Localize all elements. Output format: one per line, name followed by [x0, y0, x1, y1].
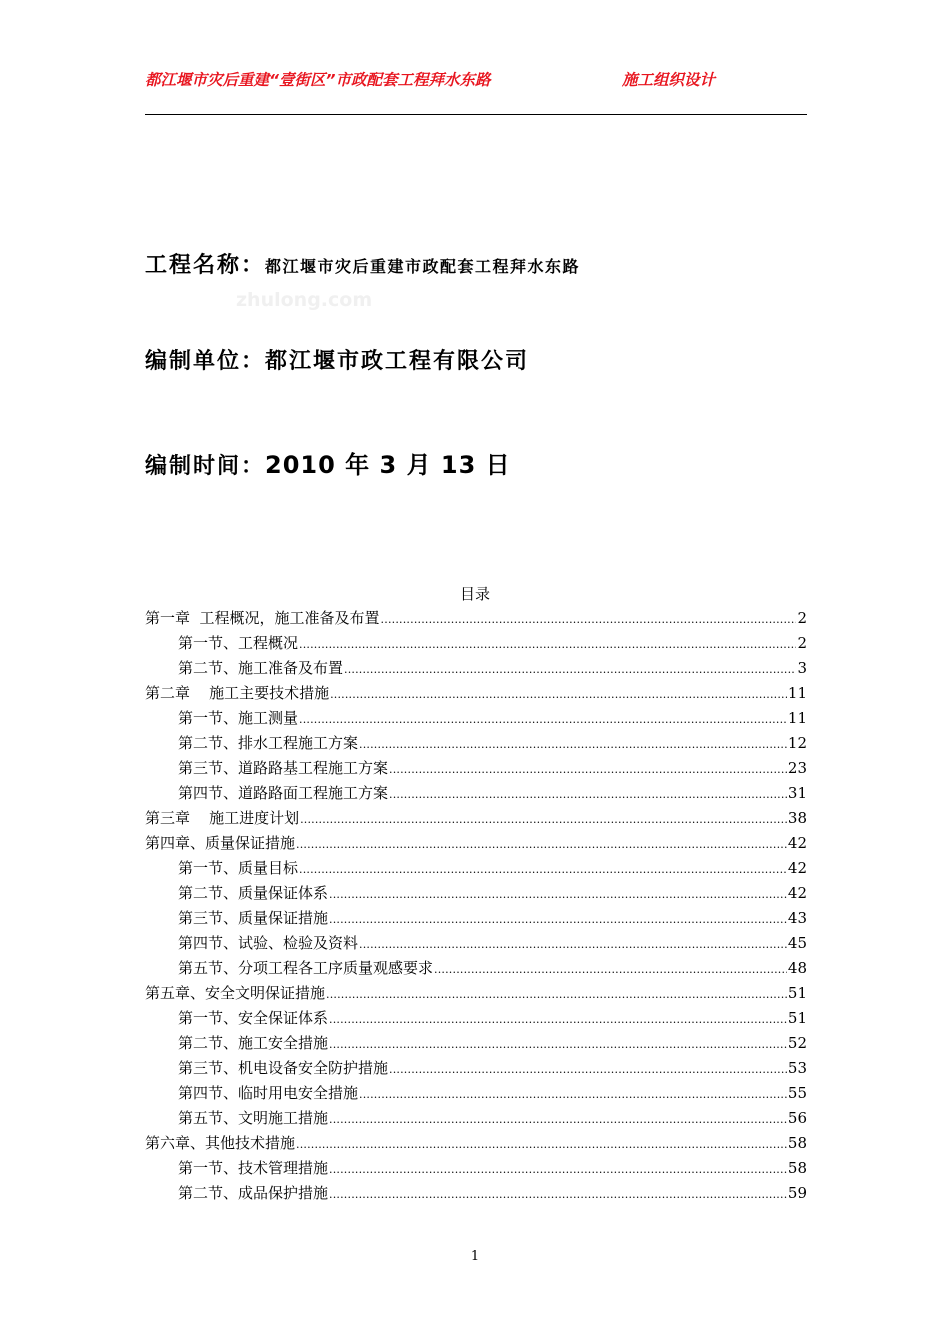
toc-entry-title: 第四节、临时用电安全措施 — [178, 1084, 359, 1102]
toc-entry-title: 第三节、机电设备安全防护措施 — [178, 1059, 389, 1077]
toc-entry-title: 第五章、安全文明保证措施 — [145, 984, 326, 1002]
compiling-date-value: 2010 年 3 月 13 日 — [265, 451, 511, 479]
toc-entry[interactable] — [145, 1031, 807, 1056]
toc-dot-leader — [330, 681, 787, 707]
toc-dot-leader — [329, 881, 787, 907]
table-of-contents — [145, 606, 807, 1206]
toc-dot-leader — [296, 831, 787, 857]
toc-dot-leader — [389, 756, 787, 782]
toc-entry[interactable] — [145, 656, 807, 681]
toc-entry[interactable] — [145, 881, 807, 906]
toc-entry-title: 第一节、工程概况 — [178, 634, 299, 652]
toc-dot-leader — [359, 731, 787, 757]
toc-entry[interactable] — [145, 1056, 807, 1081]
toc-entry-page: 55 — [787, 1084, 807, 1102]
header-divider — [145, 114, 807, 115]
compiling-unit-value: 都江堰市政工程有限公司 — [265, 349, 530, 374]
toc-entry-page: 58 — [787, 1159, 807, 1177]
toc-dot-leader — [389, 1056, 787, 1082]
toc-entry-title: 第五节、分项工程各工序质量观感要求 — [178, 959, 434, 977]
toc-entry-title: 第五节、文明施工措施 — [178, 1109, 329, 1127]
toc-dot-leader — [344, 656, 796, 682]
toc-entry-title: 第二节、成品保护措施 — [178, 1184, 329, 1202]
toc-entry-page: 31 — [787, 784, 807, 802]
toc-dot-leader — [359, 1081, 787, 1107]
toc-entry-title: 第四节、道路路面工程施工方案 — [178, 784, 389, 802]
toc-entry-page: 43 — [787, 909, 807, 927]
toc-dot-leader — [329, 1106, 787, 1132]
toc-dot-leader — [299, 631, 796, 657]
toc-dot-leader — [434, 956, 787, 982]
toc-entry-page: 42 — [787, 834, 807, 852]
toc-entry-page: 2 — [797, 609, 807, 627]
toc-entry-title: 第三节、质量保证措施 — [178, 909, 329, 927]
toc-dot-leader — [299, 706, 787, 732]
project-name-value: 都江堰市灾后重建市政配套工程拜水东路 — [265, 257, 581, 276]
toc-entry[interactable] — [145, 1006, 807, 1031]
toc-dot-leader — [329, 1006, 787, 1032]
compiling-date-row — [145, 445, 511, 480]
toc-entry-title: 第三章 施工进度计划 — [145, 809, 300, 827]
toc-entry-title: 第一节、施工测量 — [178, 709, 299, 727]
toc-entry-title: 第四节、试验、检验及资料 — [178, 934, 359, 952]
toc-entry[interactable] — [145, 1181, 807, 1206]
project-name-label: 工程名称： — [145, 253, 266, 278]
toc-entry-page: 2 — [797, 634, 807, 652]
compiling-unit-row — [145, 344, 529, 375]
toc-entry-title: 第二节、排水工程施工方案 — [178, 734, 359, 752]
toc-dot-leader — [359, 931, 787, 957]
toc-entry[interactable] — [145, 931, 807, 956]
toc-entry[interactable] — [145, 606, 807, 631]
toc-entry-page: 11 — [787, 684, 807, 702]
toc-entry[interactable] — [145, 831, 807, 856]
toc-entry-page: 51 — [787, 984, 807, 1002]
toc-dot-leader — [329, 1156, 787, 1182]
toc-entry-page: 48 — [787, 959, 807, 977]
toc-entry[interactable] — [145, 1081, 807, 1106]
toc-entry[interactable] — [145, 806, 807, 831]
toc-dot-leader — [329, 906, 787, 932]
toc-entry-page: 53 — [787, 1059, 807, 1077]
project-name-row — [145, 248, 580, 279]
toc-entry[interactable] — [145, 731, 807, 756]
toc-entry-title: 第一节、安全保证体系 — [178, 1009, 329, 1027]
toc-entry[interactable] — [145, 681, 807, 706]
toc-entry-page: 58 — [787, 1134, 807, 1152]
toc-dot-leader — [299, 856, 787, 882]
toc-entry-title: 第二节、施工安全措施 — [178, 1034, 329, 1052]
toc-entry-title: 第三节、道路路基工程施工方案 — [178, 759, 389, 777]
toc-entry-title: 第一节、技术管理措施 — [178, 1159, 329, 1177]
toc-entry-page: 11 — [787, 709, 807, 727]
compiling-date-label: 编制时间： — [145, 454, 266, 479]
toc-dot-leader — [329, 1031, 787, 1057]
toc-entry-page: 56 — [787, 1109, 807, 1127]
toc-entry-page: 42 — [787, 859, 807, 877]
toc-entry-page: 3 — [797, 659, 807, 677]
compiling-unit-label: 编制单位： — [145, 349, 266, 374]
toc-entry-page: 42 — [787, 884, 807, 902]
toc-entry-title: 第二章 施工主要技术措施 — [145, 684, 330, 702]
toc-entry-page: 23 — [787, 759, 807, 777]
toc-entry-page: 51 — [787, 1009, 807, 1027]
running-header — [145, 68, 807, 92]
toc-entry-page: 12 — [787, 734, 807, 752]
toc-entry[interactable] — [145, 856, 807, 881]
toc-entry[interactable] — [145, 1131, 807, 1156]
toc-entry-title: 第一章 工程概况，施工准备及布置 — [145, 609, 380, 627]
toc-entry[interactable] — [145, 906, 807, 931]
toc-entry-title: 第六章、其他技术措施 — [145, 1134, 296, 1152]
toc-dot-leader — [326, 981, 787, 1007]
toc-entry[interactable] — [145, 981, 807, 1006]
toc-entry-title: 第四章、质量保证措施 — [145, 834, 296, 852]
toc-dot-leader — [329, 1181, 787, 1207]
toc-entry-title: 第二节、施工准备及布置 — [178, 659, 344, 677]
toc-entry[interactable] — [145, 1156, 807, 1181]
toc-entry[interactable] — [145, 631, 807, 656]
header-project-title: 都江堰市灾后重建“壹街区”市政配套工程拜水东路 — [145, 71, 491, 89]
toc-dot-leader — [381, 606, 797, 632]
toc-entry[interactable] — [145, 756, 807, 781]
toc-dot-leader — [300, 806, 787, 832]
toc-entry[interactable] — [145, 781, 807, 806]
toc-entry[interactable] — [145, 1106, 807, 1131]
toc-entry-page: 59 — [787, 1184, 807, 1202]
toc-entry[interactable] — [145, 956, 807, 981]
toc-title: 目录 — [459, 585, 490, 603]
toc-entry-title: 第一节、质量目标 — [178, 859, 299, 877]
toc-entry-page: 52 — [787, 1034, 807, 1052]
toc-dot-leader — [296, 1131, 787, 1157]
toc-entry-page: 45 — [787, 934, 807, 952]
toc-entry-page: 38 — [787, 809, 807, 827]
toc-entry[interactable] — [145, 706, 807, 731]
toc-entry-title: 第二节、质量保证体系 — [178, 884, 329, 902]
header-document-type: 施工组织设计 — [622, 71, 716, 89]
watermark: zhulong.com — [236, 289, 373, 311]
toc-dot-leader — [389, 781, 787, 807]
page-number: 1 — [470, 1249, 480, 1264]
